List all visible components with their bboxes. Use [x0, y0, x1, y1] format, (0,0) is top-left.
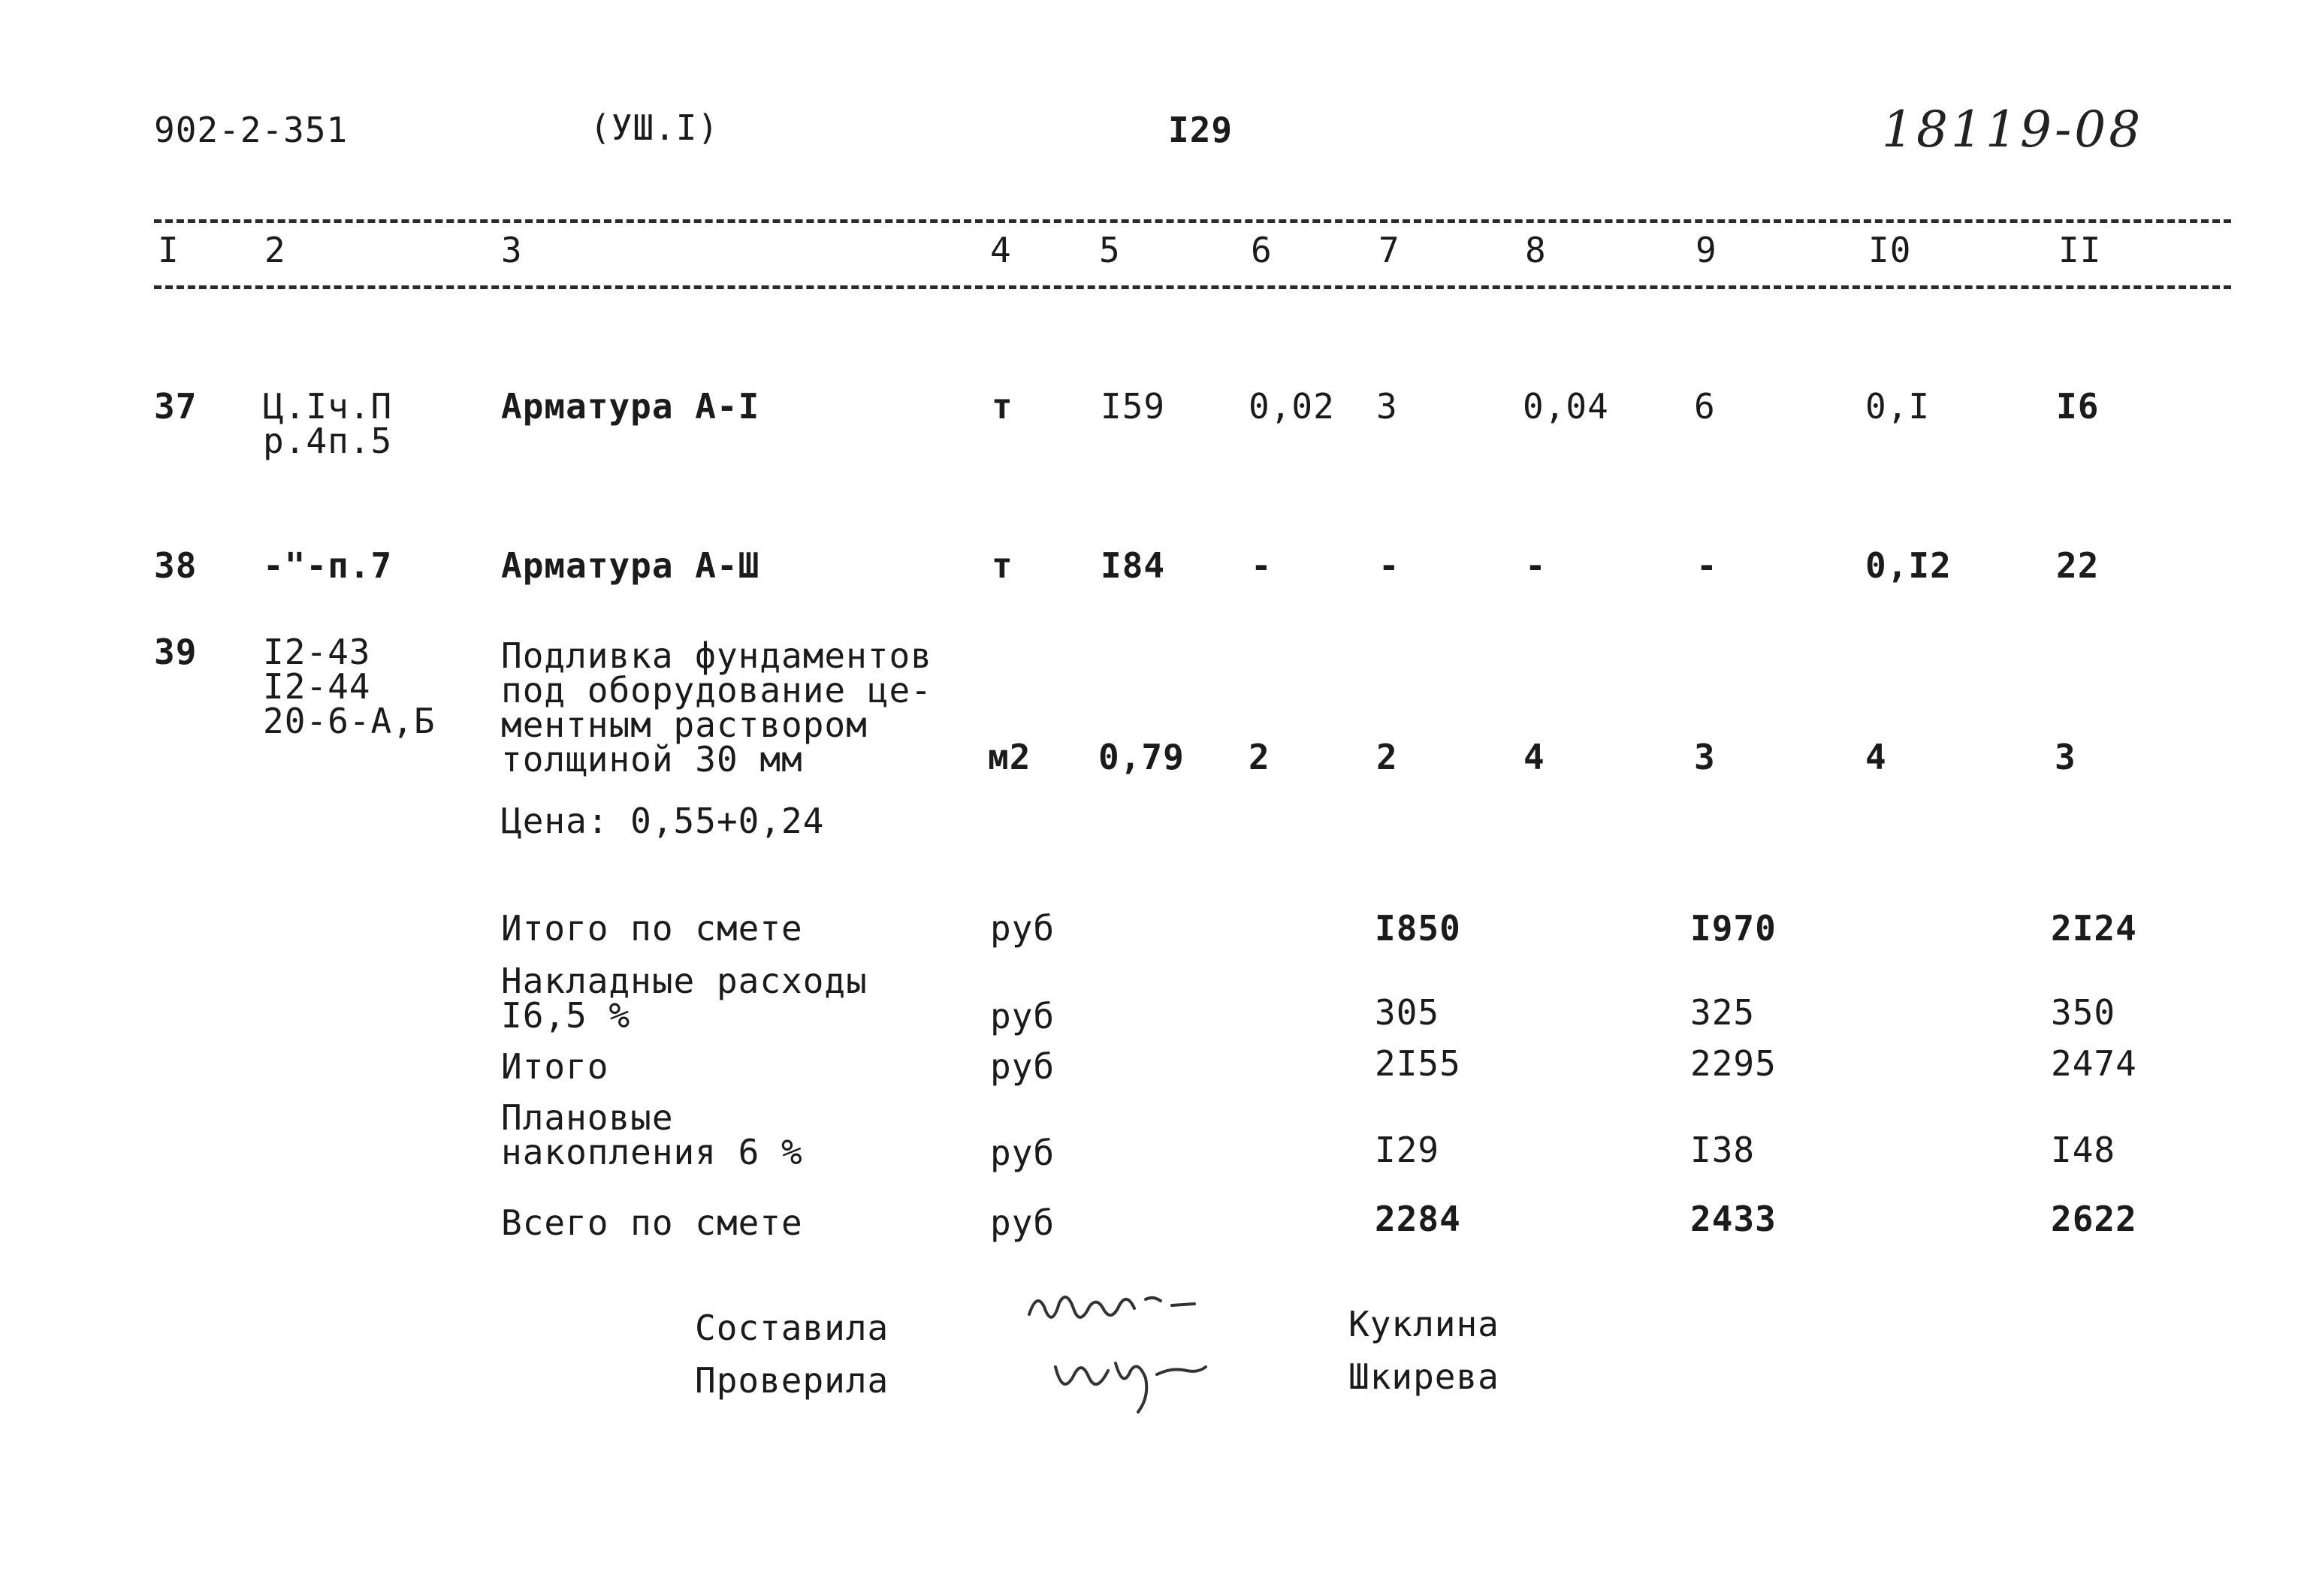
col-header-1: I [158, 230, 180, 270]
row-col11: I6 [2056, 386, 2100, 427]
row-col8: 0,04 [1523, 386, 1609, 427]
totals-col7: 2I55 [1375, 1043, 1461, 1084]
totals-col11: 350 [2051, 992, 2116, 1033]
compiled-by-name: Куклина [1348, 1304, 1499, 1344]
row-col6: 2 [1249, 737, 1270, 777]
row-name: Арматура А-I [501, 386, 760, 427]
col-header-6: 6 [1251, 230, 1273, 270]
compiled-signature [1022, 1277, 1232, 1344]
totals-unit: руб [990, 996, 1055, 1036]
col-header-2: 2 [264, 230, 286, 270]
doc-number: 902-2-351 [154, 110, 349, 150]
col-header-3: 3 [501, 230, 523, 270]
page-number: I29 [1168, 110, 1234, 150]
row-reference: Ц.Iч.П р.4п.5 [263, 386, 393, 461]
totals-unit: руб [990, 908, 1055, 949]
col-header-11: II [2058, 230, 2102, 270]
totals-col7: I850 [1375, 908, 1461, 949]
header-top-rule [154, 219, 2231, 223]
row-col10: 0,I [1865, 386, 1931, 427]
row-col5: 0,79 [1098, 737, 1185, 777]
row-reference: -"-п.7 [263, 545, 393, 586]
totals-col9: 325 [1690, 992, 1756, 1033]
inventory-number: 18119-08 [1882, 101, 2144, 158]
totals-col11: 2I24 [2051, 908, 2137, 949]
totals-col9: 2433 [1690, 1199, 1777, 1239]
row-col11: 3 [2055, 737, 2076, 777]
row-number: 39 [154, 632, 198, 672]
row-col9: 3 [1694, 737, 1716, 777]
row-reference: I2-43 I2-44 20-6-А,Б [263, 632, 436, 741]
totals-label: Итого [501, 1046, 609, 1087]
col-header-8: 8 [1525, 230, 1547, 270]
col-header-10: I0 [1868, 230, 1912, 270]
totals-unit: руб [990, 1133, 1055, 1173]
col-header-5: 5 [1099, 230, 1121, 270]
row-col5: I59 [1101, 386, 1166, 427]
totals-col9: 2295 [1690, 1043, 1777, 1084]
row-col8: 4 [1523, 737, 1545, 777]
totals-label: Всего по смете [501, 1202, 803, 1243]
col-header-7: 7 [1378, 230, 1400, 270]
checked-signature [1044, 1337, 1255, 1420]
checked-by-name: Шкирева [1348, 1356, 1499, 1397]
row-col9: - [1696, 545, 1718, 586]
row-col7: - [1378, 545, 1400, 586]
totals-label: Плановые накопления 6 % [501, 1097, 803, 1172]
row-col10: 4 [1865, 737, 1887, 777]
compiled-by-label: Составила [695, 1308, 889, 1348]
row-unit: м2 [988, 737, 1031, 777]
totals-col11: 2622 [2051, 1199, 2137, 1239]
totals-unit: руб [990, 1202, 1055, 1243]
row-name: Арматура А-Ш [501, 545, 760, 586]
totals-col7: 305 [1375, 992, 1440, 1033]
row-col8: - [1525, 545, 1547, 586]
row-number: 37 [154, 386, 198, 427]
totals-col7: I29 [1375, 1130, 1440, 1170]
totals-col11: I48 [2051, 1130, 2116, 1170]
header-bottom-rule [154, 285, 2231, 289]
totals-col9: I38 [1690, 1130, 1756, 1170]
row-col11: 22 [2056, 545, 2100, 586]
row-col9: 6 [1694, 386, 1716, 427]
row-number: 38 [154, 545, 198, 586]
row-col5: I84 [1101, 545, 1166, 586]
row-unit: т [992, 545, 1013, 586]
section-code: (УШ.I) [590, 107, 720, 148]
totals-col11: 2474 [2051, 1043, 2137, 1084]
totals-col7: 2284 [1375, 1199, 1461, 1239]
totals-col9: I970 [1690, 908, 1777, 949]
row-col10: 0,I2 [1865, 545, 1952, 586]
row-unit: т [992, 386, 1013, 427]
row-name: Подливка фундаментов под оборудование це- ментным раствором толщиной 30 мм [501, 635, 932, 780]
row-col6: - [1251, 545, 1273, 586]
totals-unit: руб [990, 1046, 1055, 1087]
totals-label: Итого по смете [501, 908, 803, 949]
totals-label: Накладные расходы I6,5 % [501, 961, 868, 1036]
row-col7: 2 [1376, 737, 1398, 777]
row-col6: 0,02 [1249, 386, 1335, 427]
price-note: Цена: 0,55+0,24 [501, 801, 825, 841]
col-header-4: 4 [990, 230, 1012, 270]
col-header-9: 9 [1696, 230, 1717, 270]
row-col7: 3 [1376, 386, 1398, 427]
checked-by-label: Проверила [695, 1360, 889, 1401]
